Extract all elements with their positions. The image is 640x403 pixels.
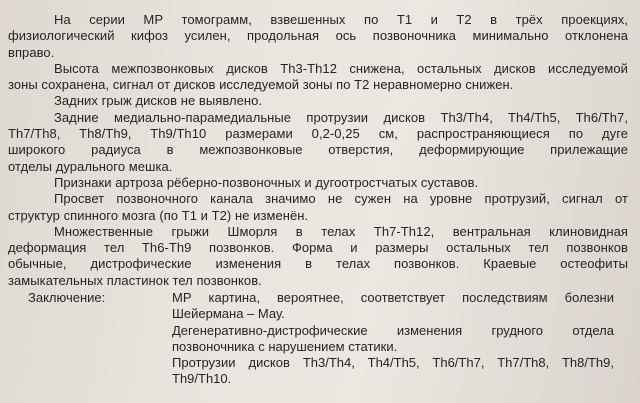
conclusion-items: [172, 290, 614, 388]
text-line: структур спинного мозга (по Т1 и Т2) не изменён.: [8, 207, 309, 223]
text-line: широкого радиуса в межпозвонковые отверстия, деформирующие прилежащие: [8, 142, 628, 158]
text-line: зоны сохранена, сигнал от дисков исследуемой зоны по Т2 неравномерно снижен.: [8, 77, 514, 93]
paragraph-disc-height: [8, 61, 628, 94]
text-line: Протрузии дисков Th3/Th4, Th4/Th5, Th6/Th7, Th7/Th8, Th8/Th9,: [172, 355, 614, 371]
report-findings: [8, 12, 628, 289]
paragraph-series: [8, 12, 628, 61]
text-line: позвоночника с нарушением статики.: [172, 338, 398, 354]
text-line: Высота межпозвонковых дисков Th3-Th12 снижена, остальных дисков исследуемой: [54, 60, 628, 76]
conclusion-item: [172, 323, 614, 356]
text-line: Шейермана – Мау.: [172, 306, 285, 322]
paragraph-arthrosis: [8, 175, 628, 191]
conclusion-label: Заключение:: [28, 290, 106, 305]
text-line: Th7/Th8, Th8/Th9, Th9/Th10 размерами 0,2-0,25 см, распространяющиеся по дуге: [8, 126, 628, 142]
text-line: физиологический кифоз усилен, продольная ось позвоночника минимально отклонена: [8, 28, 628, 44]
text-line: Просвет позвоночного канала значимо не сужен на уровне протрузий, сигнал от: [54, 191, 628, 207]
text-line: Задние медиально-парамедиальные протрузии дисков Th3/Th4, Th4/Th5, Th6/Th7,: [54, 109, 628, 125]
text-line: Дегенеративно-дистрофические изменения грудного отдела: [172, 322, 614, 338]
text-line: На серии МР томограмм, взвешенных по Т1 и Т2 в трёх проекциях,: [54, 12, 628, 27]
paragraph-canal: [8, 191, 628, 224]
paragraph-no-hernia: [8, 93, 628, 109]
text-line: отделы дурального мешка.: [8, 158, 173, 174]
text-line: Задних грыж дисков не выявлено.: [54, 93, 263, 109]
text-line: замыкательных пластинок тел позвонков.: [8, 272, 262, 288]
paragraph-schmorl: [8, 224, 628, 289]
text-line: Признаки артроза рёберно-позвоночных и дугоотростчатых суставов.: [54, 174, 479, 190]
text-line: обычные, дистрофические изменения в телах позвонков. Краевые остеофиты: [8, 256, 628, 272]
text-line: деформация тел Th6-Th9 позвонков. Форма и размеры остальных тел позвонков: [8, 240, 628, 256]
text-line: МР картина, вероятнее, соответствует последствиям болезни: [172, 290, 614, 305]
text-line: Множественные грыжи Шморля в телах Th7-Th12, вентральная клиновидная: [54, 223, 628, 239]
text-line: вправо.: [8, 44, 55, 60]
conclusion-item: [172, 290, 614, 323]
conclusion-item: [172, 355, 614, 388]
text-line: Th9/Th10.: [172, 371, 232, 387]
paragraph-protrusions: [8, 110, 628, 175]
